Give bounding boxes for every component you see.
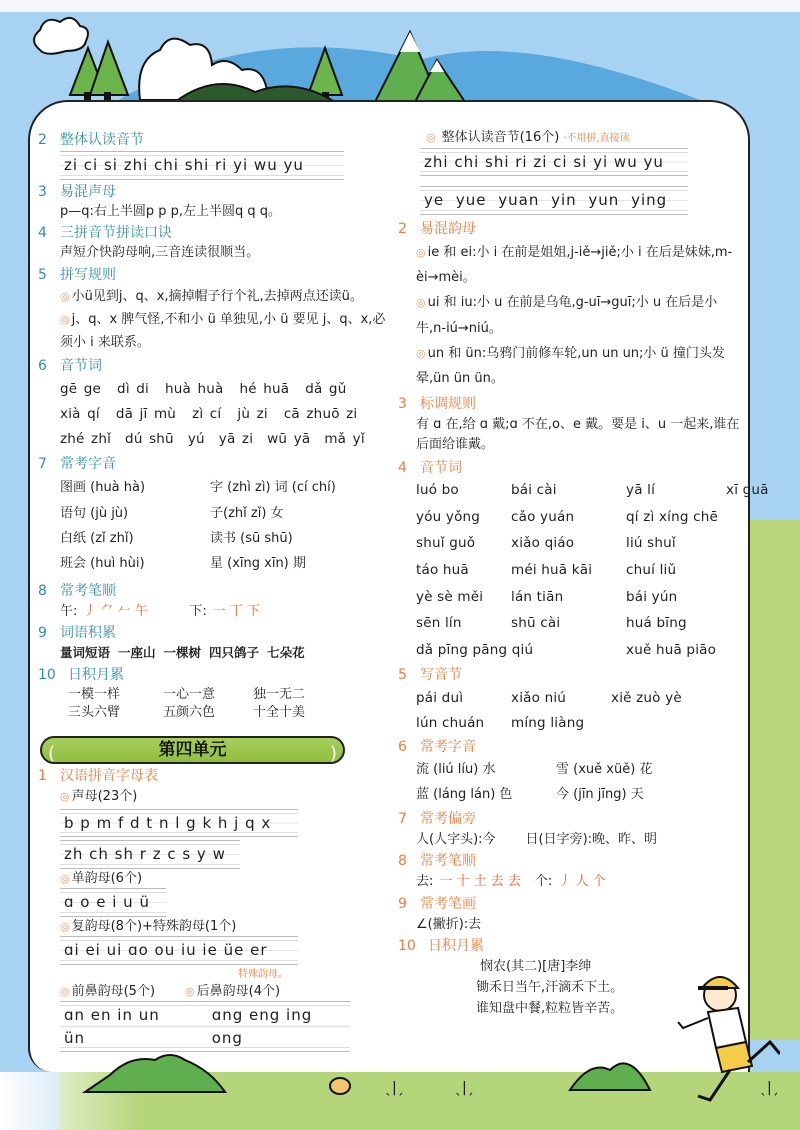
section-text: ∠(撇折):去 xyxy=(416,916,482,932)
pinyin-line: zi ci si zhi chi shi ri yi wu yu xyxy=(60,151,344,180)
section-heading: 7 常考字音 xyxy=(38,456,116,473)
pinyin-line: ɑ o e i u ü xyxy=(60,888,166,917)
pinyin-line: ɑn en in un ün ɑng eng ing ong xyxy=(60,1001,350,1052)
sublabel: ◎ 整体认读音节(16个) ·不用拼,直接读 xyxy=(426,130,630,145)
rule-item: ◎ ui 和 iu:小 u 在前是乌龟,g-uī→guī;小 u 在后是小牛,n-iú→niú。 xyxy=(416,295,718,336)
section-heading: 9 词语积累 xyxy=(38,625,116,642)
circle-bullet-icon: ◎ xyxy=(60,871,70,885)
section-heading: 6 常考字音 xyxy=(398,739,476,756)
section-heading: 2 整体认读音节 xyxy=(38,130,398,151)
radical-list: 人(人字头):今 日(日字旁):晚、昨、明 xyxy=(416,831,658,847)
section-heading: 2 易混韵母 xyxy=(398,220,476,237)
section-text: 声短介快韵母响,三音连读很顺当。 xyxy=(60,245,260,261)
circle-bullet-icon: ◎ xyxy=(60,312,70,326)
sublabel: ◎ 声母(23个) xyxy=(60,789,138,805)
poem xyxy=(416,957,746,1019)
svg-text:ˎ|ˏ: ˎ|ˏ xyxy=(760,1080,779,1096)
section-heading: 9 常考笔画 xyxy=(398,895,476,912)
annotation-note: 特殊韵母。 xyxy=(238,968,288,980)
pinyin-word-grid: pái duì xiǎo niú xiě zuò yè lún chuán míng liàng xyxy=(416,689,682,731)
rule-item: ◎ j、q、x 脾气怪,不和小 ü 单独见,小 ü 要见 j、q、x,必须小 i 来联系。 xyxy=(60,311,386,350)
right-column xyxy=(398,128,769,1019)
circle-bullet-icon: ◎ xyxy=(60,984,70,998)
section-heading: 6 音节词 xyxy=(38,358,102,375)
stroke-order: 去: 一 十 土 去 去 个: 丿 人 个 xyxy=(416,874,606,890)
pinyin-word-grid: luó bo bái cài yā lí xī guā yóu yǒng cǎo yuán qí zì xíng chē shuǐ guǒ xiǎo qiáo liú shuǐ táo huā méi huā kāi chuí liǔ yè sè měi lán tiān bái yún sēn lín shū cài huá bīng dǎ pīng pāng qiú xuě huā piāo xyxy=(416,482,769,658)
pronunciation-grid: 图画 (huà hà) 字 (zhì zì) 词 (cí chí) 语句 (jù jù) 子(zhǐ zǐ) 女 白纸 (zǐ zhǐ) 读书 (sū shū) 班会 (huì hùi) 星 (xīng xīn) 期 xyxy=(60,480,336,572)
poem-title: 悯农(其二)[唐]李绅 xyxy=(480,959,592,975)
svg-text:ˎ|ˏ: ˎ|ˏ xyxy=(455,1080,474,1096)
section-heading: 5 拼写规则 xyxy=(38,267,116,284)
circle-bullet-icon: ◎ xyxy=(416,245,426,259)
poem-line: 谁知盘中餐,粒粒皆辛苦。 xyxy=(476,1000,624,1016)
left-column xyxy=(38,128,398,1052)
pinyin-line: zh ch sh r z c s y w xyxy=(60,840,240,869)
circle-bullet-icon: ◎ xyxy=(416,346,426,360)
section-heading: 4 音节词 xyxy=(398,460,462,477)
pinyin-line: ye yue yuan yin yun ying xyxy=(420,186,688,215)
pinyin-line: ɑi ei ui ɑo ou iu ie üe er xyxy=(60,936,298,965)
phrase-list: 量词短语 一座山 一棵树 四只鸽子 七朵花 xyxy=(60,645,305,661)
rule-item: ◎ un 和 ün:乌鸦门前修车轮,un un un;小 ü 撞门头发晕,ün ün ün。 xyxy=(416,345,725,387)
circle-bullet-icon: ◎ xyxy=(60,919,70,933)
section-heading: 8 常考笔顺 xyxy=(398,853,476,870)
svg-text:ˎ|ˏ: ˎ|ˏ xyxy=(385,1080,404,1096)
section-text: 有 ɑ 在,给 ɑ 戴;ɑ 不在,o、e 戴。要是 i、u 一起来,谁在后面给谁戴。 xyxy=(416,416,740,453)
stroke-order: 午: 丿 ⺈ 𠂉 午 下: 一 丅 下 xyxy=(60,603,261,619)
rule-item: ◎ 小ü见到j、q、x,摘掉帽子行个礼,去掉两点还读ü。 xyxy=(60,289,363,305)
pinyin-line: zhi chi shi ri zi ci si yi wu yu xyxy=(420,148,688,177)
unit-title: 第四单元 xyxy=(158,739,227,760)
circle-bullet-icon: ◎ xyxy=(60,790,70,804)
pronunciation-grid: 流 (liú líu) 水 雪 (xuě xüě) 花 蓝 (láng lán) 色 今 (jīn jīng) 天 xyxy=(416,762,653,802)
unit-banner: ( 第四单元 ) xyxy=(40,736,345,764)
circle-bullet-icon: ◎ xyxy=(426,131,436,144)
pinyin-line: b p m f d t n l g k h j q x xyxy=(60,809,298,838)
pinyin-words: gē ge dì di huà huà hé huā dǎ gǔ xià qí dā jī mù zì cí jù zi cā zhuō zi zhé zhǐ dú shū yú yā zi wū yā mǎ yǐ xyxy=(60,381,365,448)
section-heading: 5 写音节 xyxy=(398,666,462,683)
sublabel: ◎ 前鼻韵母(5个) ◎ 后鼻韵母(4个) xyxy=(60,983,281,999)
circle-bullet-icon: ◎ xyxy=(416,296,426,310)
circle-bullet-icon: ◎ xyxy=(60,290,70,304)
section-heading: 7 常考偏旁 xyxy=(398,810,476,827)
section-heading: 10 日积月累 xyxy=(38,666,124,683)
idiom-grid: 一模一样 一心一意 独一无二 三头六臂 五颜六色 十全十美 xyxy=(68,686,306,721)
annotation-note: ·不用拼,直接读 xyxy=(563,133,630,144)
poem-line: 锄禾日当午,汗滴禾下土。 xyxy=(476,979,624,995)
section-title: 整体认读音节 xyxy=(60,132,144,148)
section-heading: 10 日积月累 xyxy=(398,938,484,955)
section-heading: 4 三拼音节拼读口诀 xyxy=(38,225,172,242)
sublabel: ◎ 单韵母(6个) xyxy=(60,870,143,886)
section-text: p—q:右上半圆p p p,左上半圆q q q。 xyxy=(60,203,282,219)
section-heading: 3 标调规则 xyxy=(398,395,476,412)
section-heading: 8 常考笔顺 xyxy=(38,582,116,599)
sublabel: ◎ 复韵母(8个)+特殊韵母(1个) xyxy=(60,918,237,934)
rule-item: ◎ ie 和 ei:小 i 在前是姐姐,j-iě→jiě;小 i 在后是妹妹,m-èi→mèi。 xyxy=(416,244,733,285)
section-heading: 1 汉语拼音字母表 xyxy=(38,768,158,785)
circle-bullet-icon: ◎ xyxy=(185,984,195,998)
scenery-header-illustration xyxy=(0,0,800,110)
section-heading: 3 易混声母 xyxy=(38,183,116,200)
